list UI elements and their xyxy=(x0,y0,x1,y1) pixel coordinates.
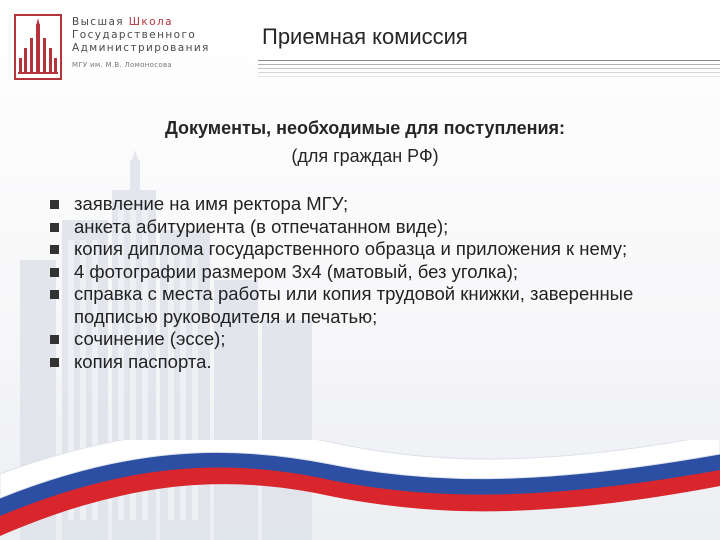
school-logo xyxy=(14,12,210,84)
list-item xyxy=(50,283,690,328)
page-title: Приемная комиссия xyxy=(262,24,468,49)
list-item-text: копия паспорта. xyxy=(74,350,212,372)
list-item xyxy=(50,328,690,351)
list-item-text: копия диплома государственного образца и приложения к нему; xyxy=(74,238,628,259)
list-item-text: заявление на имя ректора МГУ; xyxy=(74,193,349,214)
header-rule xyxy=(258,76,720,77)
square-bullet-icon xyxy=(50,290,59,299)
university-building-icon xyxy=(14,14,62,80)
logo-wordmark xyxy=(72,16,210,69)
list-item xyxy=(50,216,690,239)
list-item-text: справка с места работы или копия трудовой книжки, заверенные подписью руководителя и печатью; xyxy=(74,283,634,327)
square-bullet-icon xyxy=(50,268,59,277)
header-rule xyxy=(258,64,720,65)
document-heading: Документы, необходимые для поступления: xyxy=(164,118,566,138)
requirements-list xyxy=(50,193,690,373)
header-rule xyxy=(258,68,720,69)
square-bullet-icon xyxy=(50,335,59,344)
logo-line-1b: Школа xyxy=(128,16,173,28)
flag-ribbon-decoration xyxy=(0,440,720,540)
logo-line-3: Администрирования xyxy=(72,42,210,54)
list-item-text: 4 фотографии размером 3х4 (матовый, без уголка); xyxy=(74,260,519,282)
list-item xyxy=(50,351,690,374)
logo-line-1: Высшая xyxy=(72,16,125,28)
square-bullet-icon xyxy=(50,245,59,254)
slide-header xyxy=(0,0,720,96)
list-item xyxy=(50,238,690,261)
list-item xyxy=(50,261,690,284)
square-bullet-icon xyxy=(50,223,59,232)
square-bullet-icon xyxy=(50,200,59,209)
header-rule xyxy=(258,72,720,73)
logo-line-2: Государственного xyxy=(72,29,197,41)
list-item xyxy=(50,193,690,216)
header-rule xyxy=(258,60,720,61)
logo-line-4: МГУ им. М.В. Ломоносова xyxy=(72,61,173,69)
list-item-text: сочинение (эссе); xyxy=(74,328,226,349)
document-subheading: (для граждан РФ) xyxy=(291,146,439,166)
list-item-text: анкета абитуриента (в отпечатанном виде); xyxy=(74,215,449,237)
square-bullet-icon xyxy=(50,358,59,367)
